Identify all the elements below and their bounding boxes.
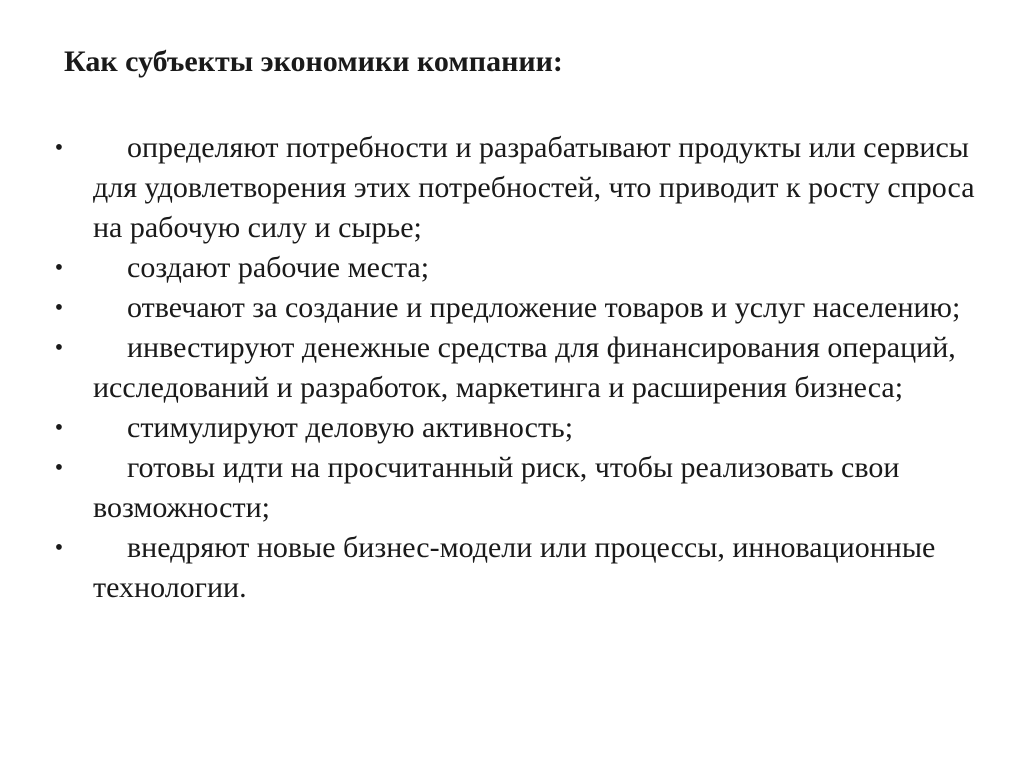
- bullet-icon: •: [54, 135, 64, 161]
- bullet-icon: •: [54, 255, 64, 281]
- list-item-text: определяют потребности и разрабатывают продукты или сервисы для удовлетворения этих потребностей, что приводит к росту спроса на рабочую силу и сырье;: [93, 131, 975, 244]
- bullet-icon: •: [54, 535, 64, 561]
- list-item-text: инвестируют денежные средства для финансирования операций, исследований и разработок, маркетинга и расширения бизнеса;: [93, 331, 956, 404]
- list-item: [0, 448, 1024, 528]
- list-item: [0, 128, 1024, 248]
- list-item-text: внедряют новые бизнес-модели или процессы, инновационные технологии.: [93, 531, 936, 604]
- list-item-text: стимулируют деловую активность;: [127, 411, 574, 444]
- list-item: [0, 248, 1024, 288]
- list-item-text: отвечают за создание и предложение товаров и услуг населению;: [127, 291, 961, 324]
- bullet-list: [0, 128, 1024, 608]
- slide-title: Как субъекты экономики компании:: [64, 45, 563, 78]
- list-item: [0, 528, 1024, 608]
- bullet-icon: •: [54, 295, 64, 321]
- list-item-text: создают рабочие места;: [127, 251, 430, 284]
- bullet-icon: •: [54, 335, 64, 361]
- list-item: [0, 288, 1024, 328]
- list-item-text: готовы идти на просчитанный риск, чтобы реализовать свои возможности;: [93, 451, 900, 524]
- list-item: [0, 408, 1024, 448]
- bullet-icon: •: [54, 415, 64, 441]
- bullet-icon: •: [54, 455, 64, 481]
- list-item: [0, 328, 1024, 408]
